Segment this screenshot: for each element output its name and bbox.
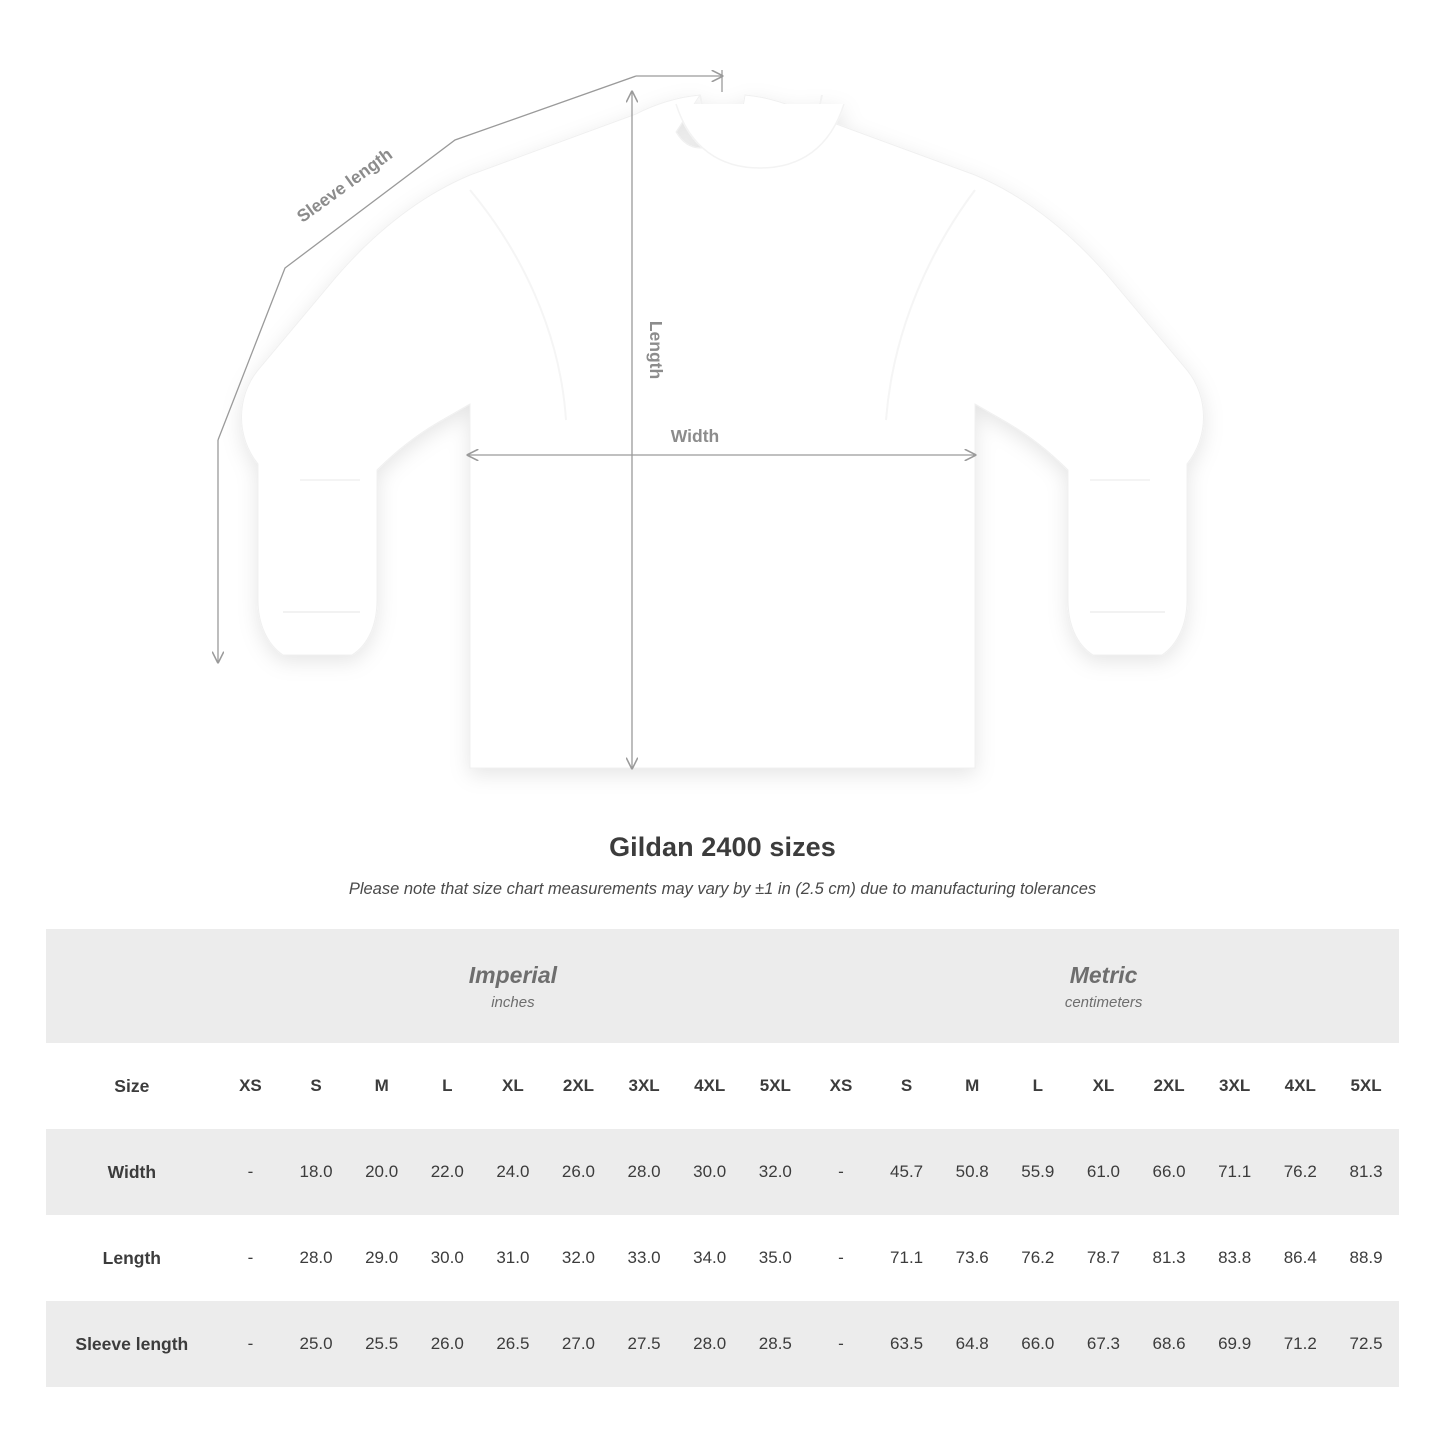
size-header-metric-xs: XS bbox=[808, 1043, 874, 1129]
size-header-metric-m: M bbox=[939, 1043, 1005, 1129]
cell-imperial-length-m: 29.0 bbox=[349, 1215, 415, 1301]
cell-imperial-width-s: 18.0 bbox=[283, 1129, 349, 1215]
cell-metric-sleeve-length-3xl: 69.9 bbox=[1202, 1301, 1268, 1387]
cell-metric-length-2xl: 81.3 bbox=[1136, 1215, 1202, 1301]
cell-imperial-sleeve-length-xs: - bbox=[218, 1301, 284, 1387]
cell-metric-length-l: 76.2 bbox=[1005, 1215, 1071, 1301]
cell-metric-sleeve-length-s: 63.5 bbox=[874, 1301, 940, 1387]
cell-metric-width-xs: - bbox=[808, 1129, 874, 1215]
cell-imperial-width-3xl: 28.0 bbox=[611, 1129, 677, 1215]
cell-imperial-width-l: 22.0 bbox=[414, 1129, 480, 1215]
cell-metric-length-xl: 78.7 bbox=[1071, 1215, 1137, 1301]
size-header-imperial-m: M bbox=[349, 1043, 415, 1129]
cell-metric-sleeve-length-l: 66.0 bbox=[1005, 1301, 1071, 1387]
imperial-unit-header-sub: inches bbox=[491, 993, 535, 1011]
cell-imperial-width-5xl: 32.0 bbox=[743, 1129, 809, 1215]
cell-imperial-length-s: 28.0 bbox=[283, 1215, 349, 1301]
size-header-metric-5xl: 5XL bbox=[1333, 1043, 1399, 1129]
size-header-metric-xl: XL bbox=[1071, 1043, 1137, 1129]
cell-imperial-sleeve-length-xl: 26.5 bbox=[480, 1301, 546, 1387]
cell-imperial-width-4xl: 30.0 bbox=[677, 1129, 743, 1215]
size-header-metric-2xl: 2XL bbox=[1136, 1043, 1202, 1129]
cell-metric-length-xs: - bbox=[808, 1215, 874, 1301]
cell-imperial-length-3xl: 33.0 bbox=[611, 1215, 677, 1301]
cell-metric-width-5xl: 81.3 bbox=[1333, 1129, 1399, 1215]
cell-imperial-width-2xl: 26.0 bbox=[546, 1129, 612, 1215]
cell-imperial-width-xs: - bbox=[218, 1129, 284, 1215]
imperial-unit-header-name: Imperial bbox=[468, 962, 558, 989]
cell-metric-length-4xl: 86.4 bbox=[1267, 1215, 1333, 1301]
size-header-imperial-s: S bbox=[283, 1043, 349, 1129]
title-block bbox=[0, 832, 1445, 899]
unit-row-spacer bbox=[46, 929, 218, 1043]
cell-imperial-sleeve-length-4xl: 28.0 bbox=[677, 1301, 743, 1387]
cell-imperial-length-5xl: 35.0 bbox=[743, 1215, 809, 1301]
cell-metric-width-4xl: 76.2 bbox=[1267, 1129, 1333, 1215]
size-chart-wrapper bbox=[46, 929, 1399, 1387]
cell-metric-sleeve-length-xs: - bbox=[808, 1301, 874, 1387]
cell-metric-length-3xl: 83.8 bbox=[1202, 1215, 1268, 1301]
size-header-imperial-l: L bbox=[414, 1043, 480, 1129]
metric-unit-header-sub: centimeters bbox=[1064, 993, 1143, 1011]
row-label-sleeve-length: Sleeve length bbox=[46, 1301, 218, 1387]
size-header-imperial-2xl: 2XL bbox=[546, 1043, 612, 1129]
size-chart-table bbox=[46, 929, 1399, 1387]
metric-unit-header-name: Metric bbox=[1069, 962, 1138, 989]
cell-imperial-sleeve-length-3xl: 27.5 bbox=[611, 1301, 677, 1387]
row-label-width: Width bbox=[46, 1129, 218, 1215]
cell-imperial-width-m: 20.0 bbox=[349, 1129, 415, 1215]
size-header-row bbox=[46, 1043, 1399, 1129]
table-row bbox=[46, 1301, 1399, 1387]
cell-metric-sleeve-length-m: 64.8 bbox=[939, 1301, 1005, 1387]
metric-unit-header bbox=[808, 929, 1399, 1043]
cell-imperial-length-xs: - bbox=[218, 1215, 284, 1301]
size-header-imperial-xs: XS bbox=[218, 1043, 284, 1129]
sleeve-length-label: Sleeve length bbox=[292, 143, 396, 227]
cell-imperial-length-l: 30.0 bbox=[414, 1215, 480, 1301]
cell-metric-width-l: 55.9 bbox=[1005, 1129, 1071, 1215]
cell-metric-length-5xl: 88.9 bbox=[1333, 1215, 1399, 1301]
imperial-unit-header bbox=[218, 929, 809, 1043]
cell-metric-sleeve-length-2xl: 68.6 bbox=[1136, 1301, 1202, 1387]
cell-imperial-sleeve-length-m: 25.5 bbox=[349, 1301, 415, 1387]
size-header-metric-4xl: 4XL bbox=[1267, 1043, 1333, 1129]
unit-header-row bbox=[46, 929, 1399, 1043]
page-title: Gildan 2400 sizes bbox=[609, 832, 836, 862]
cell-metric-sleeve-length-xl: 67.3 bbox=[1071, 1301, 1137, 1387]
size-header-imperial-xl: XL bbox=[480, 1043, 546, 1129]
table-row bbox=[46, 1129, 1399, 1215]
cell-imperial-sleeve-length-2xl: 27.0 bbox=[546, 1301, 612, 1387]
cell-metric-sleeve-length-4xl: 71.2 bbox=[1267, 1301, 1333, 1387]
cell-metric-width-2xl: 66.0 bbox=[1136, 1129, 1202, 1215]
size-header-metric-3xl: 3XL bbox=[1202, 1043, 1268, 1129]
cell-metric-length-s: 71.1 bbox=[874, 1215, 940, 1301]
cell-metric-width-s: 45.7 bbox=[874, 1129, 940, 1215]
tolerance-note: Please note that size chart measurements may vary by ±1 in (2.5 cm) due to manufacturing tolerances bbox=[348, 880, 1097, 898]
cell-metric-width-m: 50.8 bbox=[939, 1129, 1005, 1215]
width-label: Width bbox=[670, 426, 720, 446]
row-label-length: Length bbox=[46, 1215, 218, 1301]
cell-metric-width-3xl: 71.1 bbox=[1202, 1129, 1268, 1215]
cell-imperial-length-2xl: 32.0 bbox=[546, 1215, 612, 1301]
cell-metric-sleeve-length-5xl: 72.5 bbox=[1333, 1301, 1399, 1387]
shirt-shape bbox=[242, 95, 1204, 768]
table-row bbox=[46, 1215, 1399, 1301]
cell-imperial-length-4xl: 34.0 bbox=[677, 1215, 743, 1301]
cell-imperial-sleeve-length-l: 26.0 bbox=[414, 1301, 480, 1387]
cell-metric-length-m: 73.6 bbox=[939, 1215, 1005, 1301]
size-header-label: Size bbox=[46, 1043, 218, 1129]
cell-imperial-width-xl: 24.0 bbox=[480, 1129, 546, 1215]
size-header-imperial-4xl: 4XL bbox=[677, 1043, 743, 1129]
cell-imperial-length-xl: 31.0 bbox=[480, 1215, 546, 1301]
size-header-metric-s: S bbox=[874, 1043, 940, 1129]
cell-imperial-sleeve-length-s: 25.0 bbox=[283, 1301, 349, 1387]
length-label: Length bbox=[646, 320, 666, 380]
size-header-imperial-3xl: 3XL bbox=[611, 1043, 677, 1129]
size-header-metric-l: L bbox=[1005, 1043, 1071, 1129]
size-header-imperial-5xl: 5XL bbox=[743, 1043, 809, 1129]
cell-metric-width-xl: 61.0 bbox=[1071, 1129, 1137, 1215]
cell-imperial-sleeve-length-5xl: 28.5 bbox=[743, 1301, 809, 1387]
